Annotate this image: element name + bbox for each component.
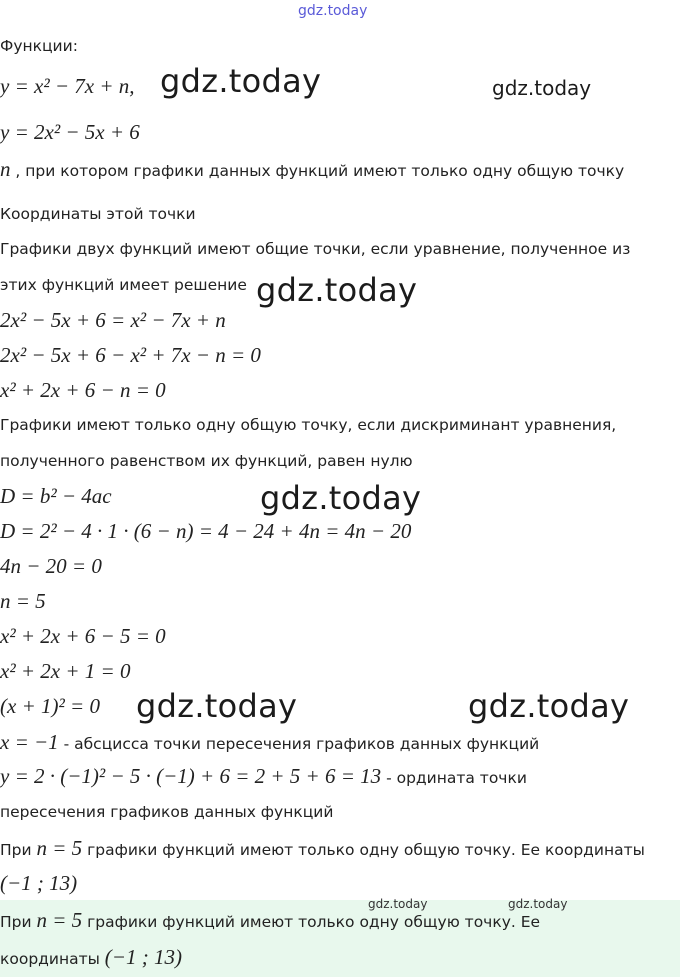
formula-x-value: x = −1 (0, 730, 59, 754)
formula-equation-3: x² + 2x + 6 − n = 0 (0, 378, 166, 402)
formula-function-1 (0, 74, 135, 99)
watermark-2: gdz.today (492, 76, 592, 100)
formula-discriminant-calc: D = 2² − 4 · 1 · (6 − n) = 4 − 24 + 4n = 4n − 20 (0, 519, 412, 543)
text-explanation-4: полученного равенством их функций, равен нулю (0, 452, 413, 470)
text-coordinates: Координаты этой точки (0, 205, 196, 223)
formula-point: (−1 ; 13) (0, 871, 78, 895)
answer-line-2 (0, 945, 182, 970)
answer-pre: При (0, 913, 37, 931)
answer-line-1 (0, 908, 540, 933)
text-conclusion-pre: При (0, 841, 37, 859)
watermark-6: gdz.today (468, 687, 630, 725)
formula-function-2 (0, 120, 140, 145)
text-explanation-1: Графики двух функций имеют общие точки, если уравнение, полученное из (0, 240, 631, 258)
formula-conclusion-n: n = 5 (36, 836, 83, 860)
watermark-1: gdz.today (160, 62, 322, 100)
text-explanation-2: этих функций имеет решение (0, 276, 247, 294)
formula-equation-5: x² + 2x + 6 − 5 = 0 (0, 624, 166, 648)
text-conclusion (0, 836, 645, 861)
watermark-7: gdz.today (368, 897, 428, 911)
formula-y-value: y = 2 · (−1)² − 5 · (−1) + 6 = 2 + 5 + 6 = 13 (0, 764, 382, 788)
text-find-n-desc: , при котором графики данных функций имеют только одну общую точку (10, 162, 625, 180)
text-abscissa-desc: - абсцисса точки пересечения графиков данных функций (58, 735, 540, 753)
formula-n-value: n = 5 (0, 589, 46, 613)
answer-post: графики функций имеют только одну общую точку. Ее (82, 913, 541, 931)
formula-equation-1: 2x² − 5x + 6 = x² − 7x + n (0, 308, 226, 332)
watermark-8: gdz.today (508, 897, 568, 911)
text-ordinate-cont: пересечения графиков данных функций (0, 803, 334, 821)
formula-equation-6: x² + 2x + 1 = 0 (0, 659, 131, 683)
formula-function-2-text: y = 2x² − 5x + 6 (0, 120, 140, 144)
formula-equation-2: 2x² − 5x + 6 − x² + 7x − n = 0 (0, 343, 261, 367)
answer-coords-label: координаты (0, 950, 105, 968)
text-explanation-3: Графики имеют только одну общую точку, если дискриминант уравнения, (0, 416, 617, 434)
formula-equation-4: 4n − 20 = 0 (0, 554, 102, 578)
formula-discriminant: D = b² − 4ac (0, 484, 112, 508)
answer-n: n = 5 (36, 908, 83, 932)
watermark-3: gdz.today (256, 271, 418, 309)
watermark-4: gdz.today (260, 479, 422, 517)
text-abscissa (0, 730, 539, 755)
watermark-5: gdz.today (136, 687, 298, 725)
text-ordinate (0, 764, 527, 789)
answer-coords: (−1 ; 13) (104, 945, 182, 969)
formula-function-1-text: y = x² − 7x + n, (0, 74, 135, 98)
text-find-n (0, 157, 624, 182)
var-n: n (0, 157, 11, 181)
text-conclusion-post: графики функций имеют только одну общую точку. Ее координаты (82, 841, 645, 859)
watermark-top: gdz.today (298, 3, 368, 19)
formula-equation-7: (x + 1)² = 0 (0, 694, 100, 718)
text-ordinate-desc: - ордината точки (381, 769, 527, 787)
text-functions-label: Функции: (0, 37, 78, 55)
